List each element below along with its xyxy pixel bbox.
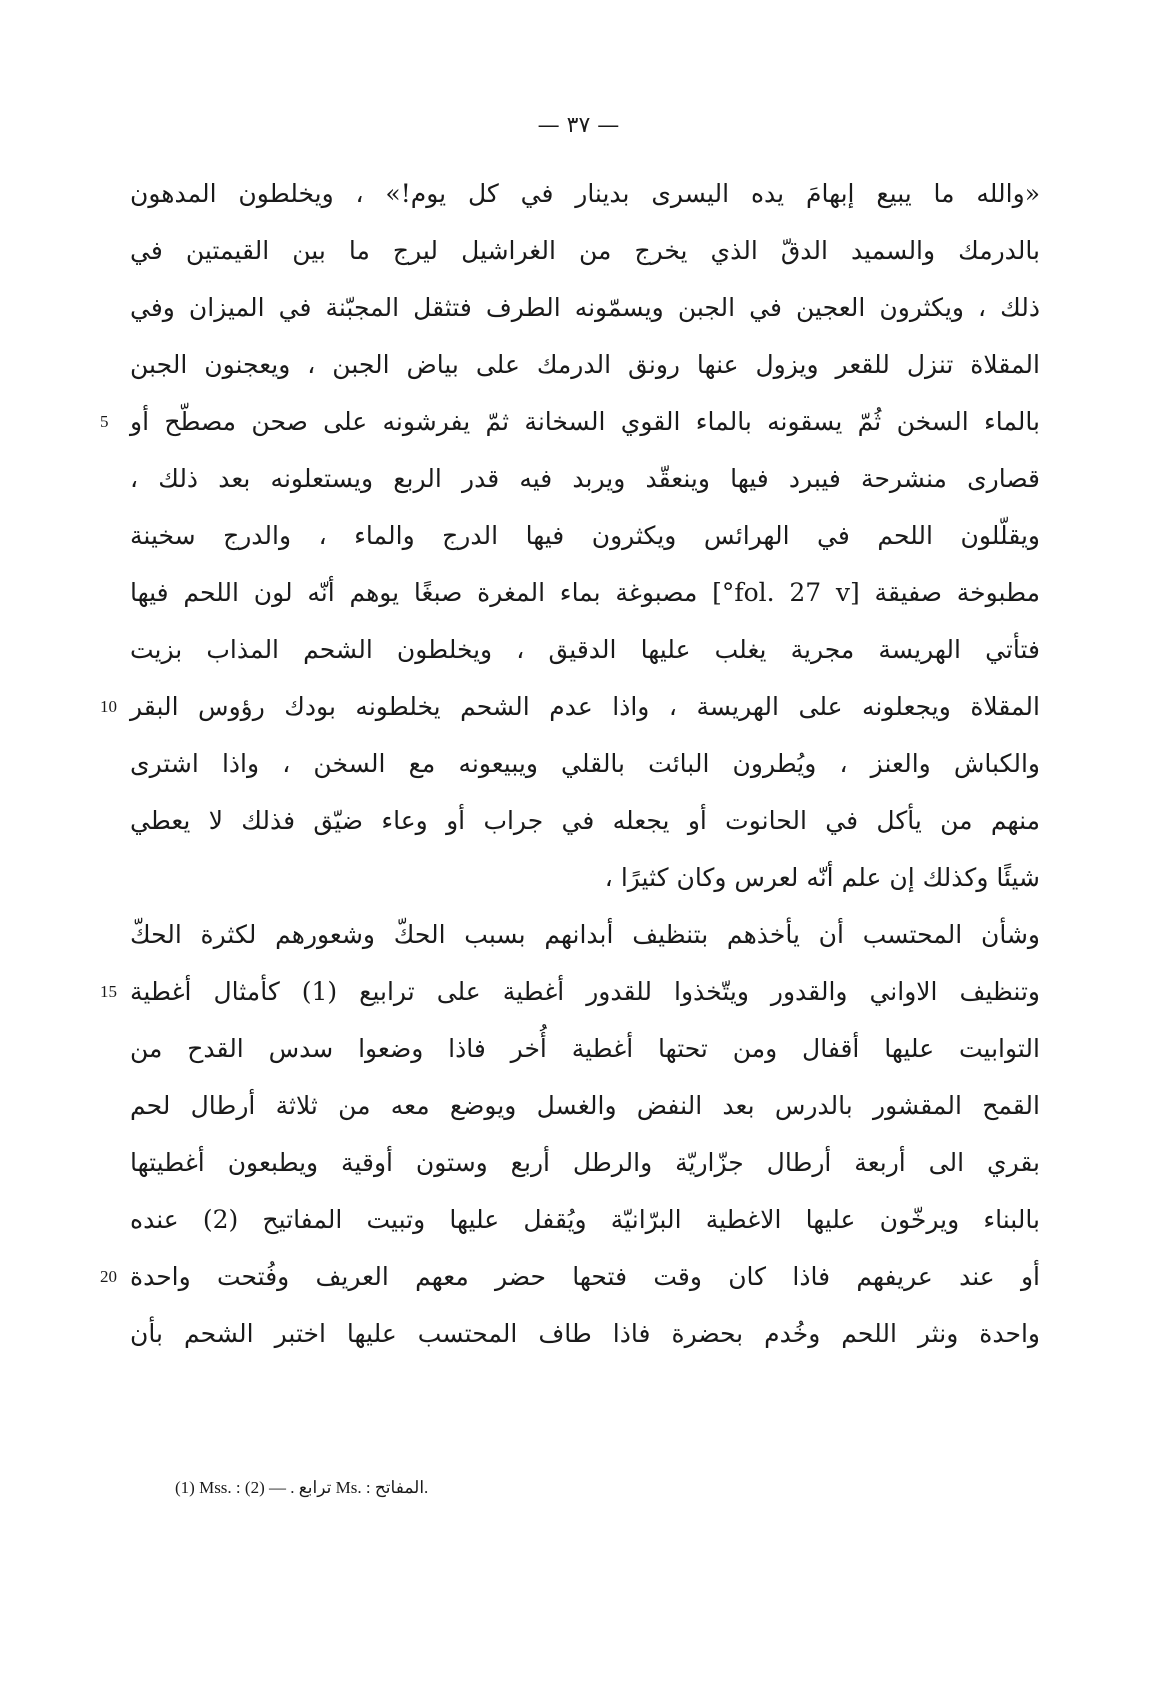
text-line (130, 849, 1040, 906)
line-text: بالماء السخن ثُمّ يسقونه بالماء القوي السخانة ثمّ يفرشونه على صحن مصطّح أو (130, 407, 1040, 436)
text-line (100, 1248, 1040, 1305)
line-text: المقلاة تنزل للقعر ويزول عنها رونق الدرمك على بياض الجبن ، ويعجنون الجبن (130, 350, 1040, 379)
line-number: 10 (100, 697, 117, 716)
text-line (130, 507, 1040, 564)
text-line (130, 1077, 1040, 1134)
text-line (100, 393, 1040, 450)
line-text: وتنظيف الاواني والقدور ويتّخذوا للقدور أغطية على ترابيع (1) كأمثال أغطية (130, 977, 1041, 1006)
line-text: المقلاة ويجعلونه على الهريسة ، واذا عدم الشحم يخلطونه بودك رؤوس البقر (130, 692, 1040, 721)
line-number: 15 (100, 982, 117, 1001)
line-text: القمح المقشور بالدرس بعد النفض والغسل ويوضع معه من ثلاثة أرطال لحم (130, 1091, 1040, 1120)
text-line (130, 1191, 1040, 1248)
text-line (130, 1020, 1040, 1077)
text-body (100, 165, 1041, 1362)
line-text: بالدرمك والسميد الدقّ الذي يخرج من الغراشيل ليرج ما بين القيمتين في (130, 236, 1040, 265)
line-text: «والله ما يبيع إبهامَ يده اليسرى بدينار في كل يوم!» ، ويخلطون المدهون (130, 179, 1040, 208)
line-text: والكباش والعنز ، ويُطرون البائت بالقلي ويبيعونه مع السخن ، واذا اشترى (130, 749, 1040, 778)
text-line (130, 621, 1040, 678)
line-text: بقري الى أربعة أرطال جزّاريّة والرطل أربع وستون أوقية ويطبعون أغطيتها (130, 1148, 1040, 1177)
line-text: منهم من يأكل في الحانوت أو يجعله في جراب أو وعاء ضيّق فذلك لا يعطي (130, 806, 1040, 835)
text-line (130, 450, 1040, 507)
text-line (130, 1305, 1040, 1362)
text-line (130, 165, 1040, 222)
text-line (130, 735, 1040, 792)
text-line (130, 279, 1040, 336)
text-line (130, 222, 1040, 279)
text-line (130, 906, 1040, 963)
text-line (130, 336, 1040, 393)
line-text: ويقلّلون اللحم في الهرائس ويكثرون فيها الدرج والماء ، والدرج سخينة (130, 521, 1040, 550)
line-text: وشأن المحتسب أن يأخذهم بتنظيف أبدانهم بسبب الحكّ وشعورهم لكثرة الحكّ (130, 920, 1040, 949)
line-text: مطبوخة صفيقة [fol. 27 v°] مصبوغة بماء المغرة صبغًا يوهم أنّه لون اللحم فيها (130, 578, 1040, 607)
text-line (100, 678, 1040, 735)
page-number: — ٣٧ — (537, 113, 620, 138)
text-line (130, 792, 1040, 849)
line-text: واحدة ونثر اللحم وخُدم بحضرة فاذا طاف المحتسب عليها اختبر الشحم بأن (130, 1319, 1040, 1348)
line-text: فتأتي الهريسة مجرية يغلب عليها الدقيق ، ويخلطون الشحم المذاب بزيت (130, 635, 1040, 664)
text-line (100, 963, 1041, 1020)
line-number: 5 (100, 412, 109, 431)
footnote: (1) Mss. : ترابع . — (2) Ms. : المفاتح. (175, 1478, 429, 1497)
line-text: بالبناء ويرخّون عليها الاغطية البرّانيّة ويُقفل عليها وتبيت المفاتيح (2) عنده (130, 1205, 1040, 1234)
line-text: شيئًا وكذلك إن علم أنّه لعرس وكان كثيرًا ، (604, 863, 1040, 892)
text-line (130, 1134, 1040, 1191)
line-text: التوابيت عليها أقفال ومن تحتها أغطية أُخر فاذا وضعوا سدس القدح من (130, 1034, 1040, 1063)
line-text: أو عند عريفهم فاذا كان وقت فتحها حضر معهم العريف وفُتحت واحدة (130, 1262, 1040, 1291)
text-line (130, 564, 1040, 621)
line-text: ذلك ، ويكثرون العجين في الجبن ويسمّونه الطرف فتثقل المجبّنة في الميزان وفي (130, 293, 1040, 322)
line-number: 20 (100, 1267, 117, 1286)
line-text: قصارى منشرحة فيبرد فيها وينعقّد ويربد فيه قدر الربع ويستعلونه بعد ذلك ، (130, 464, 1040, 493)
